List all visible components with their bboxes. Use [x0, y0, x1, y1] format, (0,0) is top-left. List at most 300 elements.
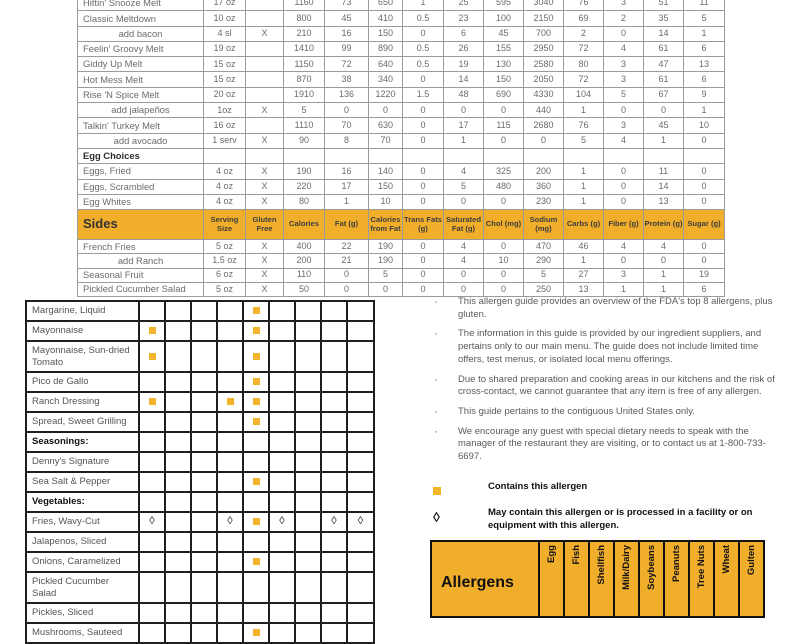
value-cell: 400	[284, 240, 325, 254]
table-row	[26, 372, 374, 392]
value-cell: 1	[564, 103, 604, 118]
allergen-cell	[295, 512, 321, 532]
note-item	[431, 296, 785, 321]
value-cell: 70	[325, 118, 369, 133]
table-row	[26, 452, 374, 472]
table-row	[26, 432, 374, 452]
allergen-cell	[321, 572, 347, 603]
legend-item	[433, 481, 791, 500]
value-cell: 1110	[284, 118, 325, 133]
allergen-cell	[347, 552, 374, 572]
value-cell: 0	[403, 72, 444, 87]
allergen-column-label: Wheat	[720, 545, 732, 574]
item-name-cell: Hot Mess Melt	[78, 72, 204, 87]
value-cell: 150	[484, 72, 524, 87]
column-header: Calories	[284, 210, 325, 240]
value-cell: 0	[484, 240, 524, 254]
value-cell: 1.5 oz	[204, 254, 246, 268]
ingredient-name-cell: Seasonings:	[26, 432, 139, 452]
value-cell: 0	[484, 103, 524, 118]
value-cell: 16 oz	[204, 118, 246, 133]
allergen-column-label: Tree Nuts	[695, 545, 707, 589]
value-cell	[684, 148, 725, 163]
value-cell: 0	[444, 268, 484, 282]
value-cell: 4 oz	[204, 164, 246, 179]
value-cell: 6	[444, 26, 484, 41]
value-cell: 1	[644, 133, 684, 148]
contains-allergen-icon	[253, 478, 260, 485]
value-cell: 1220	[369, 87, 403, 102]
value-cell: 0.5	[403, 41, 444, 56]
value-cell: 650	[369, 0, 403, 11]
value-cell: X	[246, 133, 284, 148]
column-header: Saturated Fat (g)	[444, 210, 484, 240]
value-cell: 630	[369, 118, 403, 133]
legend-contains-icon	[433, 481, 488, 500]
column-header: Chol (mg)	[484, 210, 524, 240]
value-cell: 0	[403, 194, 444, 209]
value-cell: 90	[284, 133, 325, 148]
allergen-cell	[321, 603, 347, 623]
value-cell	[246, 57, 284, 72]
note-item	[431, 406, 785, 419]
allergen-cell	[295, 492, 321, 512]
value-cell: 0	[403, 118, 444, 133]
allergen-cell	[269, 603, 295, 623]
value-cell: 1	[644, 268, 684, 282]
allergen-cell	[243, 321, 269, 341]
table-row	[78, 57, 725, 72]
contains-allergen-icon	[149, 398, 156, 405]
allergen-cell	[321, 432, 347, 452]
allergen-cell	[295, 372, 321, 392]
value-cell: 3	[604, 72, 644, 87]
value-cell	[444, 148, 484, 163]
allergen-cell	[191, 512, 217, 532]
allergen-column-label: Peanuts	[670, 545, 682, 582]
ingredient-name-cell: Vegetables:	[26, 492, 139, 512]
value-cell: 6	[684, 72, 725, 87]
allergen-cell	[243, 472, 269, 492]
allergen-cell	[347, 492, 374, 512]
allergen-cell	[165, 552, 191, 572]
allergen-cell	[217, 572, 243, 603]
value-cell	[246, 148, 284, 163]
allergen-cell	[139, 572, 165, 603]
value-cell: 0	[604, 26, 644, 41]
allergen-cell	[321, 392, 347, 412]
value-cell: 0	[604, 179, 644, 194]
column-header: Sodium (mg)	[524, 210, 564, 240]
allergen-cell	[191, 623, 217, 643]
value-cell: 70	[369, 133, 403, 148]
item-name-cell: Hittin' Snooze Melt	[78, 0, 204, 11]
column-header: Protein (g)	[644, 210, 684, 240]
column-header: Fat (g)	[325, 210, 369, 240]
allergen-cell	[165, 532, 191, 552]
contains-allergen-icon	[227, 398, 234, 405]
allergens-title-cell	[430, 540, 540, 618]
allergen-cell	[243, 552, 269, 572]
value-cell	[604, 148, 644, 163]
contains-allergen-icon	[253, 327, 260, 334]
value-cell: 0	[444, 103, 484, 118]
value-cell: 51	[644, 0, 684, 11]
column-header: Gluten Free	[246, 210, 284, 240]
allergen-cell	[217, 472, 243, 492]
value-cell: 150	[369, 26, 403, 41]
allergen-cell	[217, 512, 243, 532]
allergen-column-label: Egg	[545, 545, 557, 563]
value-cell: 100	[484, 11, 524, 26]
value-cell: 6	[684, 41, 725, 56]
value-cell: 1	[684, 103, 725, 118]
table-row	[26, 321, 374, 341]
may-contain-allergen-icon: ◊	[331, 515, 337, 528]
value-cell: 1	[564, 164, 604, 179]
value-cell: 5	[369, 268, 403, 282]
allergen-column-label: Soybeans	[645, 545, 657, 590]
allergen-cell	[243, 572, 269, 603]
allergen-cell	[321, 552, 347, 572]
allergen-cell	[191, 372, 217, 392]
note-text: We encourage any guest with special dietary needs to speak with the manager of the restaurant they are visiting, or to contact us at 1-800-733-6697.	[458, 425, 766, 463]
allergen-cell	[295, 603, 321, 623]
allergen-cell	[217, 392, 243, 412]
allergen-cell	[243, 432, 269, 452]
value-cell	[284, 148, 325, 163]
value-cell: X	[246, 103, 284, 118]
allergen-cell	[191, 432, 217, 452]
nutrition-table	[77, 0, 725, 297]
value-cell: 0	[403, 179, 444, 194]
contains-allergen-icon	[253, 378, 260, 385]
allergen-cell	[347, 532, 374, 552]
value-cell: 800	[284, 11, 325, 26]
allergen-cell	[165, 603, 191, 623]
allergen-cell	[347, 623, 374, 643]
value-cell: 1160	[284, 0, 325, 11]
value-cell: 17	[444, 118, 484, 133]
allergen-cell	[191, 452, 217, 472]
table-row	[26, 492, 374, 512]
allergen-cell	[165, 572, 191, 603]
item-name-cell: add Ranch	[78, 254, 204, 268]
allergen-column-header-cell	[538, 540, 566, 618]
allergen-cell	[165, 372, 191, 392]
note-text: The information in this guide is provided by our ingredient suppliers, and pertains only to our main menu. The guide does not include limited time offers, test menus, or isolated local menu offerings.	[458, 328, 762, 365]
value-cell: 0	[325, 282, 369, 296]
allergen-cell	[347, 512, 374, 532]
value-cell: 0	[444, 194, 484, 209]
value-cell: 0	[403, 103, 444, 118]
value-cell: 0	[484, 133, 524, 148]
allergen-cell	[139, 392, 165, 412]
value-cell: 360	[524, 179, 564, 194]
allergen-cell	[165, 341, 191, 372]
contains-allergen-icon	[253, 398, 260, 405]
value-cell: 27	[564, 268, 604, 282]
allergen-cell	[243, 392, 269, 412]
allergen-column-label: Gulten	[745, 545, 757, 576]
allergen-cell	[243, 301, 269, 321]
value-cell	[246, 41, 284, 56]
allergen-cell	[269, 341, 295, 372]
note-item	[431, 374, 785, 399]
allergen-cell	[347, 432, 374, 452]
contains-allergen-icon	[253, 418, 260, 425]
value-cell: 10	[369, 194, 403, 209]
allergen-cell	[269, 372, 295, 392]
value-cell: 2950	[524, 41, 564, 56]
sides-header-row	[78, 210, 725, 240]
value-cell: 15 oz	[204, 72, 246, 87]
allergen-cell	[243, 341, 269, 372]
allergen-cell	[269, 552, 295, 572]
value-cell: 4	[604, 240, 644, 254]
value-cell: 10	[484, 254, 524, 268]
allergen-column-header-cell	[613, 540, 641, 618]
allergen-cell	[165, 432, 191, 452]
allergen-cell	[243, 372, 269, 392]
allergen-cell	[217, 321, 243, 341]
allergen-cell	[321, 472, 347, 492]
column-header: Trans Fats (g)	[403, 210, 444, 240]
value-cell: X	[246, 268, 284, 282]
ingredient-name-cell: Margarine, Liquid	[26, 301, 139, 321]
value-cell	[564, 148, 604, 163]
value-cell: 2050	[524, 72, 564, 87]
value-cell: 67	[644, 87, 684, 102]
allergen-cell	[269, 301, 295, 321]
allergen-cell	[269, 321, 295, 341]
allergen-cell	[321, 492, 347, 512]
allergen-cell	[191, 321, 217, 341]
value-cell: 104	[564, 87, 604, 102]
value-cell: 155	[484, 41, 524, 56]
value-cell: 1150	[284, 57, 325, 72]
value-cell: 480	[484, 179, 524, 194]
allergen-cell	[295, 623, 321, 643]
value-cell: 4	[444, 164, 484, 179]
ingredient-name-cell: Mayonnaise	[26, 321, 139, 341]
allergen-matrix-table	[25, 300, 375, 644]
contains-allergen-icon	[253, 558, 260, 565]
value-cell: 470	[524, 240, 564, 254]
allergen-cell	[295, 392, 321, 412]
allergen-cell	[139, 341, 165, 372]
value-cell: 2	[564, 26, 604, 41]
value-cell: 200	[284, 254, 325, 268]
value-cell: 1oz	[204, 103, 246, 118]
item-name-cell: Eggs, Scrambled	[78, 179, 204, 194]
allergen-column-label: Milk/Dairy	[620, 545, 632, 590]
value-cell: 17	[325, 179, 369, 194]
value-cell: 6	[684, 282, 725, 296]
value-cell: 5	[684, 11, 725, 26]
item-name-cell: Egg Whites	[78, 194, 204, 209]
value-cell: 640	[369, 57, 403, 72]
value-cell	[246, 0, 284, 11]
allergen-column-label: Shellfish	[595, 545, 607, 585]
allergen-cell	[217, 623, 243, 643]
value-cell: 3	[604, 57, 644, 72]
value-cell: 0	[524, 133, 564, 148]
value-cell: 1410	[284, 41, 325, 56]
allergen-cell	[217, 341, 243, 372]
allergen-cell	[139, 492, 165, 512]
value-cell: 80	[564, 57, 604, 72]
value-cell: 13	[684, 57, 725, 72]
item-name-cell: Seasonal Fruit	[78, 268, 204, 282]
allergen-column-header-cell	[663, 540, 691, 618]
allergen-cell	[139, 321, 165, 341]
item-name-cell: add bacon	[78, 26, 204, 41]
allergen-cell	[191, 572, 217, 603]
value-cell: 2	[604, 11, 644, 26]
value-cell: 220	[284, 179, 325, 194]
ingredient-name-cell: Pickled Cucumber Salad	[26, 572, 139, 603]
value-cell: 4	[604, 41, 644, 56]
value-cell: 0	[484, 268, 524, 282]
value-cell: 35	[644, 11, 684, 26]
value-cell: 140	[369, 164, 403, 179]
value-cell: X	[246, 282, 284, 296]
value-cell: 700	[524, 26, 564, 41]
value-cell: 2150	[524, 11, 564, 26]
ingredient-name-cell: Denny's Signature	[26, 452, 139, 472]
item-name-cell: Giddy Up Melt	[78, 57, 204, 72]
value-cell: 1	[684, 26, 725, 41]
table-row	[78, 282, 725, 296]
allergen-column-header-cell	[688, 540, 716, 618]
allergen-cell	[165, 412, 191, 432]
value-cell: 10 oz	[204, 11, 246, 26]
value-cell: X	[246, 164, 284, 179]
table-row	[26, 572, 374, 603]
allergen-cell	[269, 532, 295, 552]
allergen-column-header-cell	[713, 540, 741, 618]
value-cell	[403, 148, 444, 163]
allergen-cell	[139, 623, 165, 643]
allergen-cell	[243, 603, 269, 623]
allergen-cell	[321, 321, 347, 341]
value-cell: 38	[325, 72, 369, 87]
value-cell: 190	[369, 254, 403, 268]
value-cell: 50	[284, 282, 325, 296]
allergen-column-header-cell	[563, 540, 591, 618]
table-row	[26, 472, 374, 492]
column-header: Sugar (g)	[684, 210, 725, 240]
table-row	[26, 603, 374, 623]
allergen-cell	[191, 301, 217, 321]
contains-allergen-icon	[253, 353, 260, 360]
allergen-cell	[347, 301, 374, 321]
value-cell: 0	[684, 133, 725, 148]
bullet-icon: ·	[434, 425, 438, 438]
value-cell: 5	[284, 103, 325, 118]
value-cell: 13	[564, 282, 604, 296]
value-cell: 410	[369, 11, 403, 26]
allergen-cell	[269, 392, 295, 412]
value-cell	[246, 11, 284, 26]
value-cell: 250	[524, 282, 564, 296]
sides-section-title: Sides	[78, 210, 204, 240]
column-header: Calories from Fat	[369, 210, 403, 240]
allergen-cell	[139, 603, 165, 623]
bullet-icon: ·	[434, 406, 438, 419]
allergen-cell	[321, 372, 347, 392]
value-cell: 17 oz	[204, 0, 246, 11]
value-cell: 0	[684, 240, 725, 254]
value-cell: X	[246, 26, 284, 41]
allergens-title: Allergens	[441, 574, 514, 591]
value-cell: 11	[644, 164, 684, 179]
item-name-cell: Egg Choices	[78, 148, 204, 163]
ingredient-name-cell: Fries, Wavy-Cut	[26, 512, 139, 532]
value-cell	[325, 148, 369, 163]
note-text: This allergen guide provides an overview of the FDA's top 8 allergens, plus gluten.	[458, 296, 773, 320]
value-cell: 0	[684, 164, 725, 179]
value-cell: 0	[403, 254, 444, 268]
value-cell: 15 oz	[204, 57, 246, 72]
allergen-cell	[269, 432, 295, 452]
column-header: Serving Size	[204, 210, 246, 240]
value-cell: 1910	[284, 87, 325, 102]
allergen-cell	[347, 412, 374, 432]
value-cell: X	[246, 179, 284, 194]
value-cell: 595	[484, 0, 524, 11]
value-cell	[484, 148, 524, 163]
value-cell: 1	[564, 179, 604, 194]
value-cell: 73	[325, 0, 369, 11]
allergen-cell	[295, 552, 321, 572]
may-contain-allergen-icon: ◊	[279, 515, 285, 528]
allergen-cell	[269, 623, 295, 643]
ingredient-name-cell: Sea Salt & Pepper	[26, 472, 139, 492]
value-cell: 0	[644, 254, 684, 268]
value-cell: 190	[369, 240, 403, 254]
allergen-cell	[217, 412, 243, 432]
allergen-cell	[321, 532, 347, 552]
table-row	[78, 240, 725, 254]
table-row	[78, 41, 725, 56]
allergen-cell	[243, 532, 269, 552]
allergen-cell	[139, 412, 165, 432]
allergen-cell	[217, 532, 243, 552]
value-cell: 0	[325, 268, 369, 282]
value-cell: 0	[403, 240, 444, 254]
value-cell: 5	[524, 268, 564, 282]
value-cell: 0	[444, 282, 484, 296]
table-row	[26, 623, 374, 643]
table-row	[78, 26, 725, 41]
allergen-cell	[269, 472, 295, 492]
value-cell: 19	[684, 268, 725, 282]
value-cell: 3040	[524, 0, 564, 11]
allergens-header-table	[430, 540, 765, 618]
legend-label: Contains this allergen	[488, 481, 588, 492]
value-cell: 5 oz	[204, 282, 246, 296]
allergen-cell	[269, 412, 295, 432]
value-cell: 0	[403, 164, 444, 179]
bullet-icon: ·	[434, 328, 438, 341]
allergen-cell	[243, 623, 269, 643]
allergen-cell	[139, 432, 165, 452]
allergen-cell	[165, 452, 191, 472]
value-cell	[524, 148, 564, 163]
allergen-cell	[191, 492, 217, 512]
